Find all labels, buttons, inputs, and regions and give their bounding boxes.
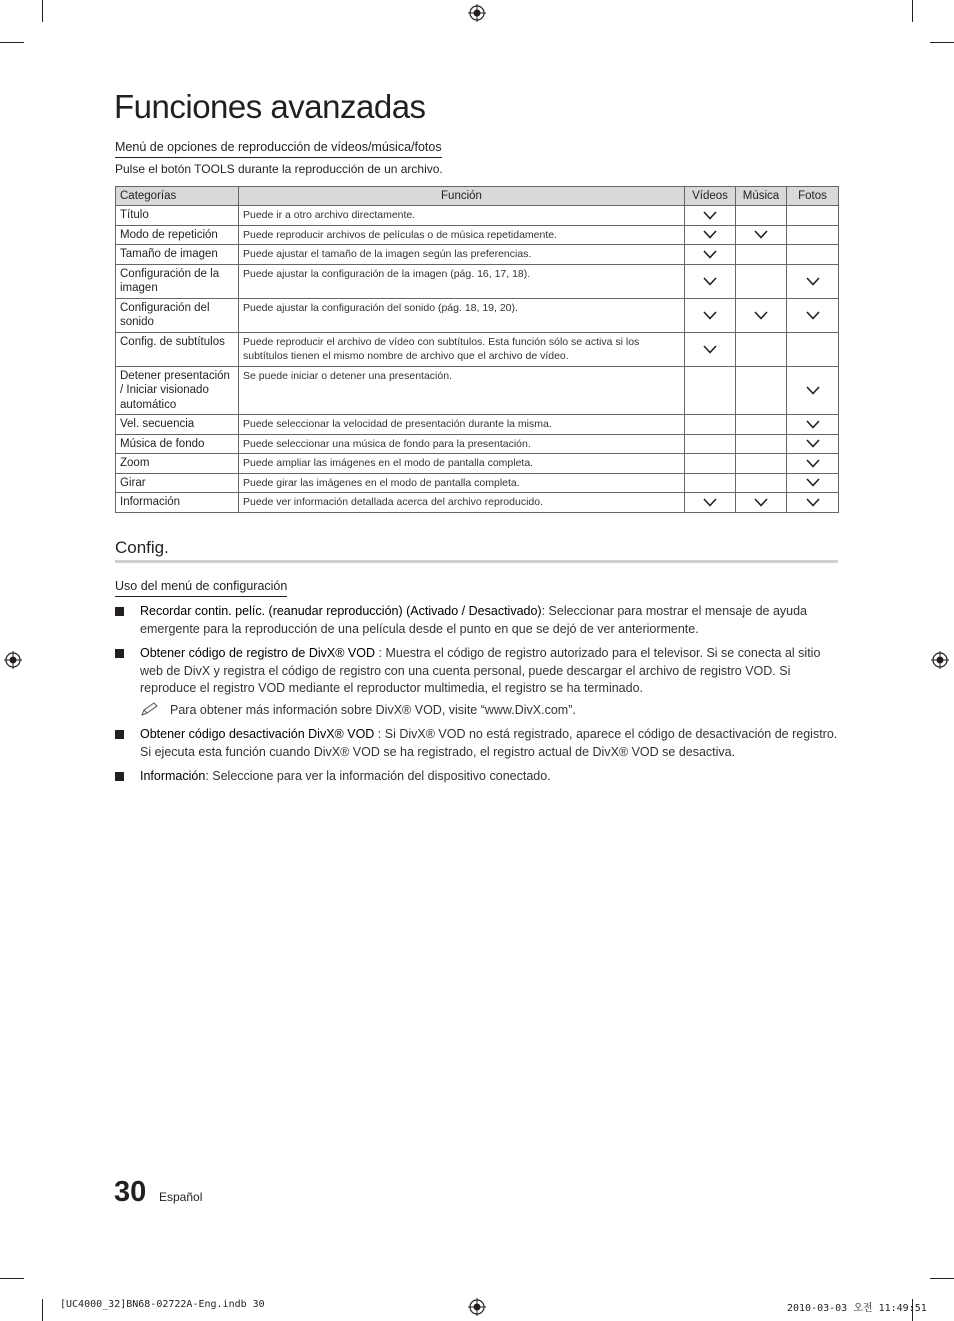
row-function: Puede reproducir archivos de películas o de música repetidamente.	[239, 225, 685, 245]
row-video-support	[685, 332, 736, 366]
row-music-support	[736, 264, 787, 298]
bullet-square-icon	[115, 607, 124, 616]
row-category: Detener presentación / Iniciar visionado automático	[116, 366, 239, 415]
item-note	[140, 702, 840, 720]
list-item	[115, 645, 840, 719]
check-mark-icon	[806, 439, 820, 448]
playback-menu-note: Pulse el botón TOOLS durante la reproducción de un archivo.	[115, 162, 443, 176]
row-photo-support	[787, 454, 839, 474]
check-mark-icon	[703, 211, 717, 220]
row-function: Puede ajustar el tamaño de la imagen según las preferencias.	[239, 245, 685, 265]
row-video-support	[685, 366, 736, 415]
config-sub-heading: Uso del menú de configuración	[115, 579, 287, 597]
row-category: Vel. secuencia	[116, 415, 239, 435]
note-text: Para obtener más información sobre DivX® VOD, visite “www.DivX.com”.	[170, 702, 576, 717]
row-video-support	[685, 493, 736, 513]
row-music-support	[736, 245, 787, 265]
table-row	[116, 245, 839, 265]
row-photo-support	[787, 225, 839, 245]
row-video-support	[685, 298, 736, 332]
row-function: Puede ampliar las imágenes en el modo de pantalla completa.	[239, 454, 685, 474]
row-category: Girar	[116, 473, 239, 493]
row-category: Modo de repetición	[116, 225, 239, 245]
check-mark-icon	[703, 498, 717, 507]
row-photo-support	[787, 473, 839, 493]
crop-mark	[42, 0, 43, 22]
row-photo-support	[787, 264, 839, 298]
table-row	[116, 434, 839, 454]
bullet-square-icon	[115, 649, 124, 658]
row-category: Música de fondo	[116, 434, 239, 454]
row-video-support	[685, 473, 736, 493]
row-music-support	[736, 473, 787, 493]
row-music-support	[736, 434, 787, 454]
check-mark-icon	[703, 345, 717, 354]
registration-mark-icon	[4, 651, 22, 669]
playback-menu-heading: Menú de opciones de reproducción de vídeos/música/fotos	[115, 140, 442, 158]
row-music-support	[736, 454, 787, 474]
check-mark-icon	[806, 386, 820, 395]
row-photo-support	[787, 415, 839, 435]
row-photo-support	[787, 206, 839, 226]
table-row	[116, 298, 839, 332]
check-mark-icon	[754, 498, 768, 507]
playback-options-table	[115, 186, 839, 513]
crop-mark	[42, 1299, 43, 1321]
check-mark-icon	[806, 420, 820, 429]
check-mark-icon	[703, 277, 717, 286]
row-music-support	[736, 332, 787, 366]
row-photo-support	[787, 298, 839, 332]
row-function: Puede ir a otro archivo directamente.	[239, 206, 685, 226]
table-header-row	[116, 187, 839, 206]
row-function: Puede ajustar la configuración del sonido (pág. 18, 19, 20).	[239, 298, 685, 332]
table-row	[116, 454, 839, 474]
row-music-support	[736, 493, 787, 513]
footer-timestamp: 2010-03-03 오전 11:49:51	[787, 1303, 927, 1314]
item-term: Obtener código desactivación DivX® VOD	[140, 727, 375, 741]
table-body	[116, 206, 839, 513]
pencil-note-icon	[140, 701, 160, 717]
section-divider	[115, 560, 838, 563]
row-music-support	[736, 206, 787, 226]
row-video-support	[685, 206, 736, 226]
registration-mark-icon	[468, 1298, 486, 1316]
row-video-support	[685, 434, 736, 454]
row-category: Configuración del sonido	[116, 298, 239, 332]
row-function: Puede seleccionar la velocidad de presentación durante la misma.	[239, 415, 685, 435]
row-function: Puede ajustar la configuración de la imagen (pág. 16, 17, 18).	[239, 264, 685, 298]
crop-mark	[930, 42, 954, 43]
check-mark-icon	[806, 459, 820, 468]
row-music-support	[736, 415, 787, 435]
crop-mark	[930, 1278, 954, 1279]
column-header-photos: Fotos	[787, 187, 839, 206]
table-row	[116, 206, 839, 226]
registration-mark-icon	[468, 4, 486, 22]
row-photo-support	[787, 366, 839, 415]
bullet-square-icon	[115, 772, 124, 781]
item-term: Recordar contin. pelíc. (reanudar reproducción) (Activado / Desactivado)	[140, 604, 542, 618]
row-music-support	[736, 366, 787, 415]
row-music-support	[736, 225, 787, 245]
row-video-support	[685, 245, 736, 265]
row-category: Zoom	[116, 454, 239, 474]
config-section-title: Config.	[115, 538, 169, 557]
table-row	[116, 264, 839, 298]
row-photo-support	[787, 434, 839, 454]
row-category: Información	[116, 493, 239, 513]
row-photo-support	[787, 245, 839, 265]
list-item	[115, 726, 840, 761]
row-function: Se puede iniciar o detener una presentación.	[239, 366, 685, 415]
item-description: : Seleccionar para mostrar el mensaje de ayuda emergente para la reproducción de una película desde el punto en que se dejó de ver anteriormente.	[140, 604, 808, 636]
check-mark-icon	[703, 250, 717, 259]
check-mark-icon	[806, 498, 820, 507]
row-video-support	[685, 454, 736, 474]
row-photo-support	[787, 332, 839, 366]
row-video-support	[685, 415, 736, 435]
check-mark-icon	[806, 311, 820, 320]
item-description: : Seleccione para ver la información del dispositivo conectado.	[205, 769, 551, 783]
page-number: 30	[114, 1176, 147, 1208]
bullet-square-icon	[115, 730, 124, 739]
column-header-videos: Vídeos	[685, 187, 736, 206]
row-function: Puede reproducir el archivo de vídeo con subtítulos. Esta función sólo se activa si los subtítulos tienen el mismo nombre de archivo que el archivo de vídeo.	[239, 332, 685, 366]
item-description: : Muestra el código de registro autorizado para el televisor. Si se conecta al sitio web de DivX y registra el código de registro con una cuenta personal, puede descargar el archivo de registro VOD. Si reproduce el registro VOD mediante el reproductor multimedia, el registro se ha terminado.	[140, 646, 821, 695]
table-row	[116, 225, 839, 245]
row-photo-support	[787, 493, 839, 513]
item-term: Información	[140, 769, 206, 783]
row-function: Puede ver información detallada acerca del archivo reproducido.	[239, 493, 685, 513]
row-category: Tamaño de imagen	[116, 245, 239, 265]
page-language: Español	[159, 1190, 203, 1204]
footer-file-name: [UC4000_32]BN68-02722A-Eng.indb 30	[60, 1299, 265, 1310]
table-row	[116, 473, 839, 493]
column-header-function: Función	[239, 187, 685, 206]
row-music-support	[736, 298, 787, 332]
column-header-categories: Categorías	[116, 187, 239, 206]
table-row	[116, 415, 839, 435]
crop-mark	[0, 42, 24, 43]
page-title: Funciones avanzadas	[114, 88, 426, 125]
row-category: Configuración de la imagen	[116, 264, 239, 298]
item-term: Obtener código de registro de DivX® VOD	[140, 646, 376, 660]
row-video-support	[685, 264, 736, 298]
row-category: Config. de subtítulos	[116, 332, 239, 366]
table-row	[116, 366, 839, 415]
check-mark-icon	[754, 311, 768, 320]
row-video-support	[685, 225, 736, 245]
row-category: Título	[116, 206, 239, 226]
check-mark-icon	[806, 277, 820, 286]
crop-mark	[912, 0, 913, 22]
table-row	[116, 493, 839, 513]
row-function: Puede girar las imágenes en el modo de pantalla completa.	[239, 473, 685, 493]
list-item	[115, 768, 840, 786]
item-description: : Si DivX® VOD no está registrado, aparece el código de desactivación de registro. Si ejecuta esta función cuando DivX® VOD se ha registrado, el registro actual de DivX® VOD se desactiva.	[140, 727, 838, 759]
list-item	[115, 603, 840, 638]
check-mark-icon	[703, 230, 717, 239]
registration-mark-icon	[931, 651, 949, 669]
check-mark-icon	[703, 311, 717, 320]
row-function: Puede seleccionar una música de fondo para la presentación.	[239, 434, 685, 454]
crop-mark	[0, 1278, 24, 1279]
config-items-list	[115, 603, 840, 793]
check-mark-icon	[806, 478, 820, 487]
check-mark-icon	[754, 230, 768, 239]
column-header-music: Música	[736, 187, 787, 206]
table-row	[116, 332, 839, 366]
